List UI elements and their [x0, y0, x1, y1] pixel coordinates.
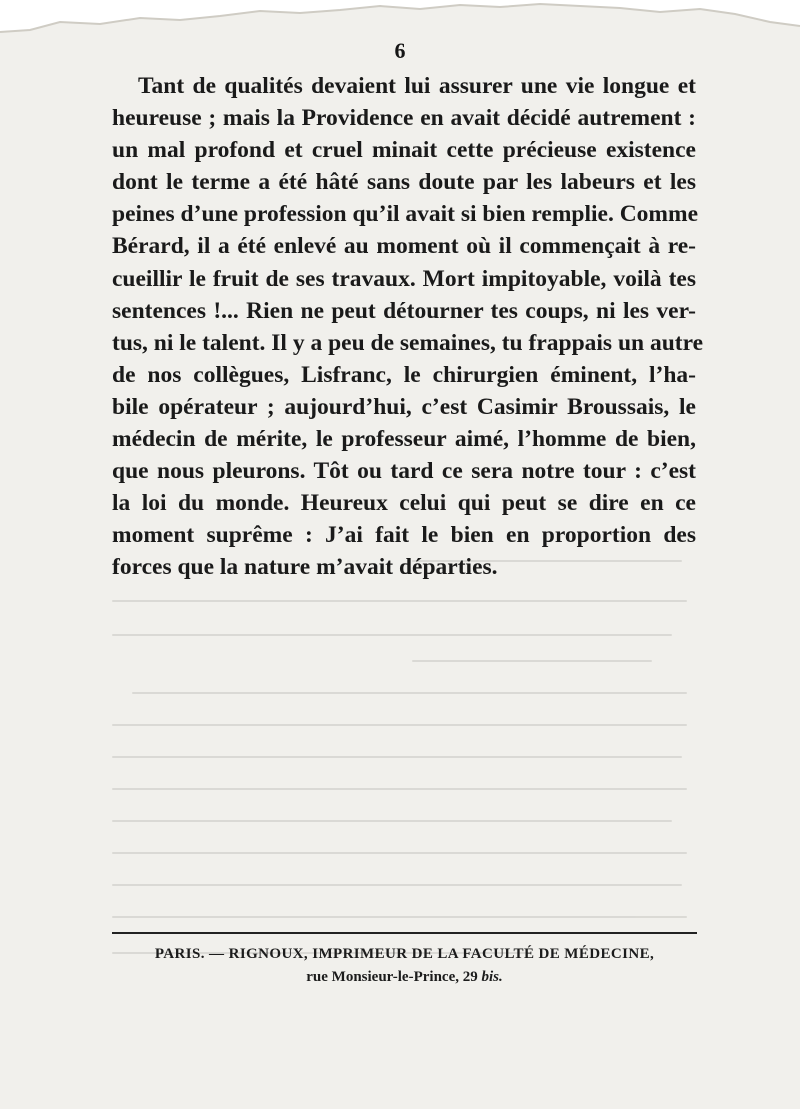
imprint-address-suffix: bis. — [481, 969, 503, 985]
printer-imprint — [112, 942, 697, 988]
text-line: heureuse ; mais la Providence en avait décidé autrement : — [112, 105, 696, 132]
imprint-line-2 — [112, 966, 697, 988]
text-line: cueillir le fruit de ses travaux. Mort impitoyable, voilà tes — [112, 265, 696, 292]
page-number: 6 — [394, 38, 406, 63]
text-line: un mal profond et cruel minait cette précieuse existence — [112, 137, 696, 164]
text-line: de nos collègues, Lisfranc, le chirurgien éminent, l’ha- — [112, 361, 696, 388]
text-line: médecin de mérite, le professeur aimé, l’homme de bien, — [112, 426, 696, 453]
text-line: Tant de qualités devaient lui assurer une vie longue et — [138, 73, 696, 99]
text-line: forces que la nature m’avait départies. — [112, 554, 498, 581]
text-line: peines d’une profession qu’il avait si bien remplie. Comme — [112, 201, 699, 228]
text-line: la loi du monde. Heureux celui qui peut se dire en ce — [112, 490, 696, 517]
text-line: Bérard, il a été enlevé au moment où il commençait à re- — [112, 233, 696, 260]
imprint-line-1: PARIS. — RIGNOUX, IMPRIMEUR DE LA FACULTÉ DE MÉDECINE, — [154, 946, 655, 962]
text-line: bile opérateur ; aujourd’hui, c’est Casimir Broussais, le — [112, 393, 696, 420]
imprint-rule — [112, 932, 697, 934]
text-line: tus, ni le talent. Il y a peu de semaines, tu frappais un autre — [112, 329, 704, 356]
text-line: moment suprême : J’ai fait le bien en proportion des — [112, 522, 696, 549]
text-line: que nous pleurons. Tôt ou tard ce sera notre tour : c’est — [112, 458, 696, 485]
body-paragraph — [112, 70, 704, 584]
bleed-through-text — [112, 560, 692, 980]
text-line: sentences !... Rien ne peut détourner tes coups, ni les ver- — [112, 297, 696, 324]
text-line: dont le terme a été hâté sans doute par les labeurs et les — [112, 169, 696, 196]
imprint-address: rue Monsieur-le-Prince, 29 — [306, 969, 482, 985]
